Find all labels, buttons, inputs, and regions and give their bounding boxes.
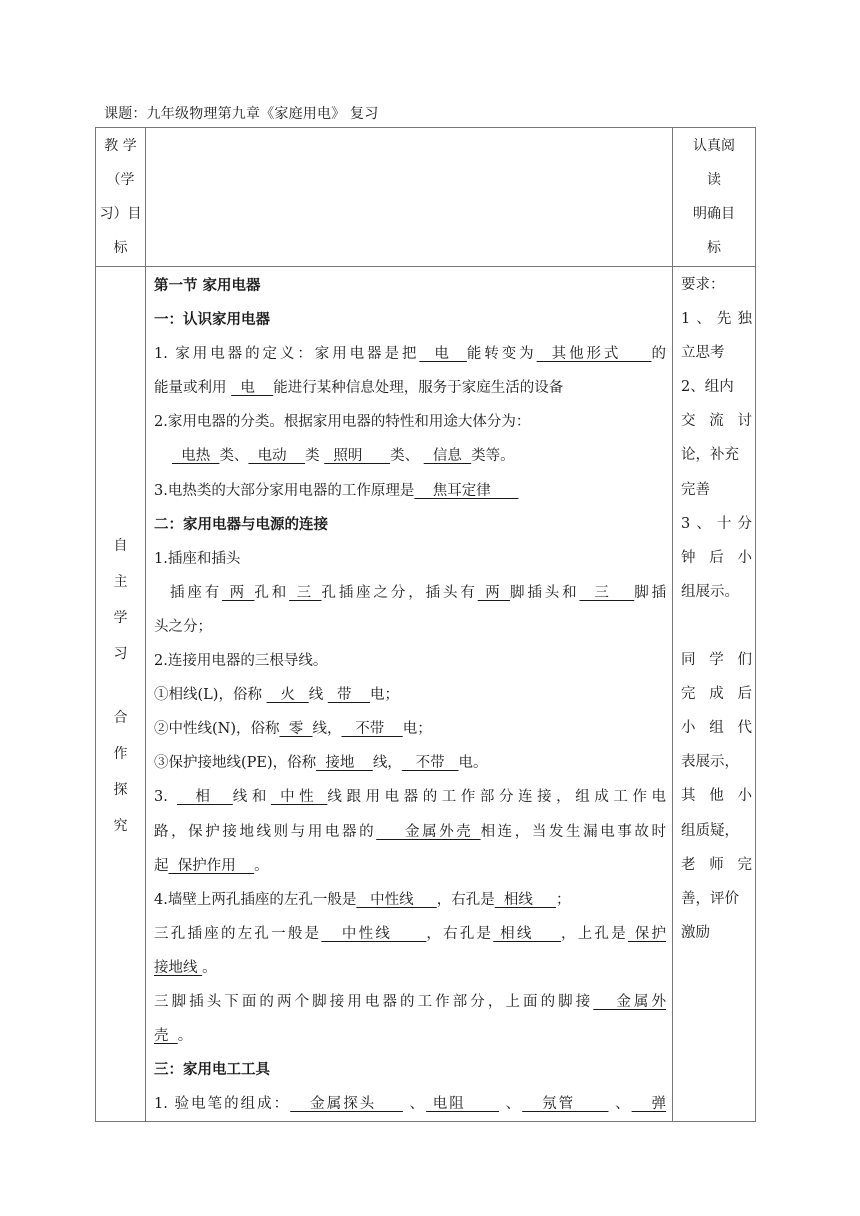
requirement-line: 2、组内: [681, 379, 734, 396]
answer-blank: 两: [222, 584, 255, 601]
requirement-line: 小组代: [681, 720, 752, 737]
part-heading: 三：家用电工工具: [154, 1062, 270, 1079]
requirement-line: 1、先独: [681, 311, 752, 328]
question-1-cont: 能量或利用 电 能进行某种信息处理，服务于家庭生活的设备: [154, 380, 564, 397]
question-5-2: ②中性线(N)，俗称 零 线， 不带 电；: [154, 721, 432, 738]
section-label-cell: [96, 267, 146, 1122]
part-heading: 二：家用电器与电源的连接: [154, 516, 328, 533]
answer-blank: 金属外壳: [376, 823, 481, 840]
goals-note-line: 标: [707, 240, 721, 256]
requirement-line: 3、十分: [681, 515, 752, 532]
question-6-end: 起 保护作用 。: [154, 857, 269, 874]
requirement-line: 老师完: [681, 856, 752, 873]
requirement-line: [681, 609, 752, 643]
answer-blank: 两: [477, 584, 511, 601]
study-content-cell: [146, 267, 673, 1122]
goals-label-line: 习）目: [99, 206, 142, 222]
section-label-char: 探: [113, 782, 128, 798]
answer-blank: 相线: [493, 925, 561, 942]
answer-blank: 电: [419, 346, 467, 363]
answer-blank: 中性线: [356, 891, 437, 908]
requirement-line: 善，评价: [681, 890, 739, 907]
goals-label-line: 标: [113, 240, 128, 256]
question-5-1: ①相线(L)，俗称 火 线 带 电；: [154, 687, 399, 704]
answer-blank: 不带: [341, 721, 403, 738]
question-1: 1. 家用电器的定义：家用电器是把 电 能转变为 其他形式 的: [154, 346, 666, 363]
requirement-line: 其他小: [681, 788, 752, 805]
section-label-char: 究: [113, 818, 128, 834]
answer-blank: 三: [579, 584, 635, 601]
answer-blank: 保护: [627, 925, 667, 942]
section-label-char: 学: [113, 610, 128, 626]
study-row: [96, 267, 756, 1122]
answer-blank: 焦耳定律: [414, 482, 519, 499]
answer-blank: 电动: [248, 448, 306, 465]
section-label-char: 自: [113, 538, 128, 554]
goals-note-line: 明确目: [693, 206, 735, 222]
requirement-line: 完善: [681, 481, 710, 498]
answer-blank: 照明: [324, 448, 391, 465]
question-7: 4.墙壁上两孔插座的左孔一般是 中性线 ，右孔是 相线 ；: [154, 891, 571, 908]
requirement-line: 交流讨: [681, 413, 752, 430]
requirement-line: 立思考: [681, 345, 725, 362]
goals-content-cell: [146, 128, 673, 267]
question-5: 2.连接用电器的三根导线。: [154, 653, 328, 670]
question-4-line: 插座有 两 孔和 三 孔插座之分，插头有 两 脚插头和 三 脚插: [170, 584, 667, 601]
answer-blank: 零: [279, 721, 313, 738]
goals-label-cell: [96, 128, 146, 267]
section-label-char: 习: [113, 646, 128, 662]
question-2: 2.家用电器的分类。根据家用电器的特性和用途大体分为：: [154, 414, 531, 431]
section-label-char: 主: [113, 574, 128, 590]
answer-blank: 带: [327, 687, 370, 704]
goals-row: [96, 128, 756, 267]
question-9: 1. 验电笔的组成： 金属探头 、 电阻 、 氖管 、 弹: [154, 1096, 667, 1113]
goals-label-line: 教 学: [104, 138, 137, 154]
answer-blank: 金属探头: [290, 1096, 403, 1113]
requirement-line: 组质疑，: [681, 822, 739, 839]
question-3: 3.电热类的大部分家用电器的工作原理是 焦耳定律: [154, 482, 519, 499]
answer-blank: 电: [231, 380, 274, 397]
answer-blank: 不带: [401, 755, 459, 772]
question-5-3: ③保护接地线(PE)，俗称 接地 线， 不带 电。: [154, 755, 488, 772]
answer-blank: 其他形式: [536, 346, 652, 363]
section-heading: 第一节 家用电器: [154, 278, 261, 294]
answer-blank: 氖管: [522, 1096, 609, 1113]
requirement-line: 要求：: [681, 277, 725, 293]
section-label-char: 作: [113, 746, 128, 762]
requirement-line: 组展示。: [681, 583, 739, 600]
requirement-line: 同学们: [681, 652, 752, 669]
goals-label-line: （学: [106, 172, 135, 188]
goals-note-line: 读: [707, 172, 721, 188]
answer-blank: 中性: [270, 789, 328, 806]
answer-blank: 信息: [423, 448, 472, 465]
answer-blank: 接地: [316, 755, 373, 772]
requirements-list: [673, 267, 755, 950]
answer-blank: 弹: [631, 1096, 667, 1113]
answer-blank: 火: [266, 687, 309, 704]
answer-blank: 相: [177, 789, 233, 806]
answer-blank: 保护作用: [168, 857, 255, 874]
answer-blank: 壳: [154, 1028, 178, 1045]
answer-blank: 三: [289, 584, 322, 601]
question-2-answers: 电热 类、 电动 类 照明 类、 信息 类等。: [172, 448, 515, 465]
question-8: 三脚插头下面的两个脚接用电器的工作部分，上面的脚接 金属外: [154, 993, 667, 1010]
answer-blank: 金属外: [593, 993, 667, 1010]
answer-blank: 相线: [494, 891, 556, 908]
goals-note-cell: [673, 128, 756, 267]
answer-blank: 电热: [172, 448, 220, 465]
requirement-line: 论，补充: [681, 447, 739, 464]
question-7-end: 接地线 。: [154, 959, 217, 976]
page-title: 课题：九年级物理第九章《家庭用电》 复习: [104, 106, 379, 122]
answer-blank: 电阻: [426, 1096, 500, 1113]
part-heading: 一：认识家用电器: [154, 312, 270, 329]
requirement-line: 完成后: [681, 686, 752, 703]
lesson-table: [95, 127, 756, 1122]
requirement-line: 激励: [681, 924, 710, 941]
requirements-cell: [673, 267, 756, 1122]
goals-note-line: 认真阅: [693, 138, 735, 154]
section-label-char: 合: [113, 710, 128, 726]
requirement-line: 钟后小: [681, 549, 752, 566]
question-4: 1.插座和插头: [154, 550, 241, 567]
question-4-cont: 头之分；: [154, 618, 212, 635]
question-6-cont: 路，保护接地线则与用电器的 金属外壳 相连，当发生漏电事故时: [154, 823, 667, 840]
requirement-line: 表展示，: [681, 754, 739, 771]
question-6: 3. 相 线和 中性 线跟用电器的工作部分连接，组成工作电: [154, 789, 667, 806]
question-7-cont: 三孔插座的左孔一般是 中性线 ，右孔是 相线 ，上孔是 保护: [154, 925, 667, 942]
answer-blank: 中性线: [321, 925, 427, 942]
answer-blank: 接地线: [154, 959, 203, 976]
question-8-end: 壳 。: [154, 1028, 193, 1045]
